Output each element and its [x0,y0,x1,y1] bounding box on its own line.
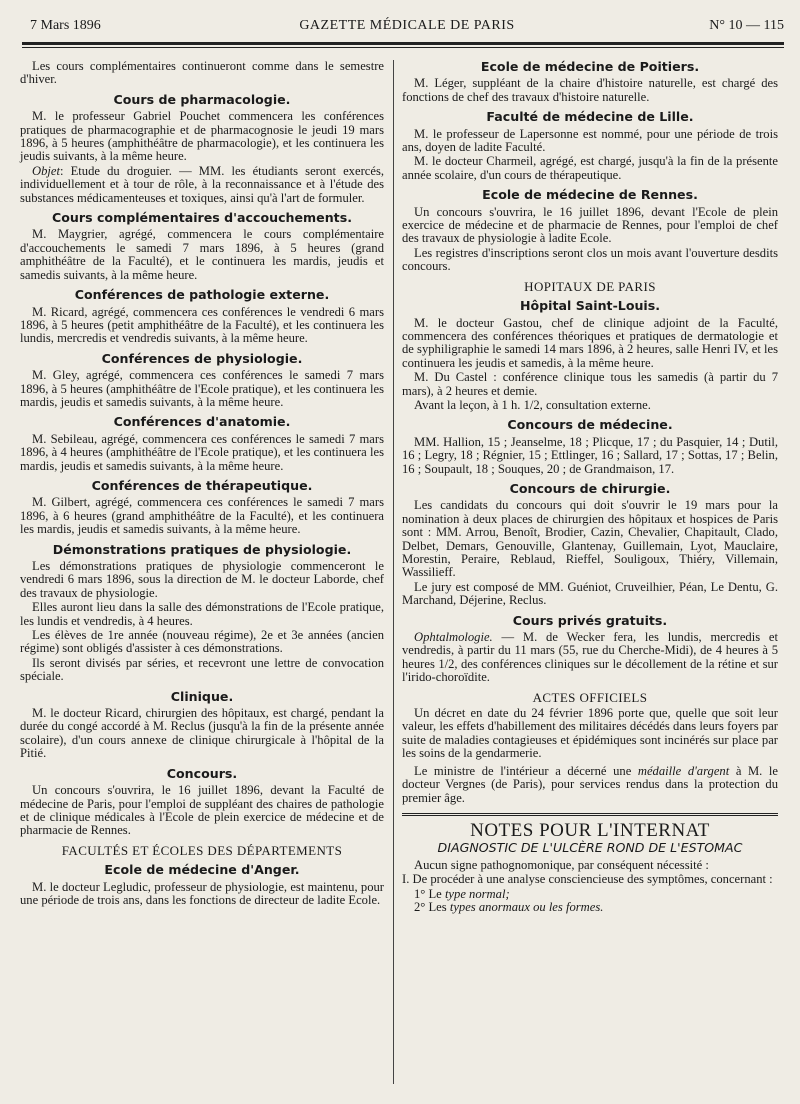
text: : Etude du droguier. — MM. les étudiants seront exercés, individuellement et à tour de rôle, à la reconnaissance et à l'étude des substances médicamenteuses et toxiques, ainsi qu'à l'art de formuler. [20,163,384,205]
paragraph: Ils seront divisés par séries, et recevront une lettre de convocation spéciale. [20,655,384,684]
section-title: Cours privés gratuits. [512,612,668,628]
section-title: Concours de médecine. [507,417,673,433]
paragraph: M. Gilbert, agrégé, commencera ces conférences le samedi 7 mars 1896, à 6 heures (grand amphithéâtre de la Faculté), et les continuera les mardis, jeudis et samedis suivants, à la même heure. [20,495,384,537]
section-title: Clinique. [170,688,234,704]
section-rule [402,813,778,816]
text: — M. de Wecker fera, les lundis, mercredis et vendredis, à partir du 11 mars (55, rue du Cherche-Midi), de 4 heures à 5 heures 1/2, des conférences cliniques sur le décollement de la rétine et sur l'irido-choroïdite. [402,630,778,685]
page-number: N° 10 — 115 [709,18,784,33]
journal-title: GAZETTE MÉDICALE DE PARIS [299,18,515,33]
text: Le [425,886,445,901]
section-title: Cours complémentaires d'accouchements. [52,210,352,226]
section-title: Conférences de thérapeutique. [91,477,313,493]
paragraph: M. le docteur Ricard, chirurgien des hôpitaux, est chargé, pendant la durée du congé accordé à M. Reclus (jusqu'à la fin de la présente année scolaire), d'un cours annexe de clinique chirurgicale à l'hôpital de la Pitié. [20,706,384,761]
paragraph: M. le docteur Charmeil, agrégé, est chargé, jusqu'à la fin de la présente année scolaire, d'un cours de thérapeutique. [402,154,778,182]
section-heading-caps: HOPITAUX DE PARIS [524,278,656,294]
paragraph: M. Ricard, agrégé, commencera ces conférences le vendredi 6 mars 1896, à 5 heures (petit amphithéâtre de la Faculté), et les continuera les lundis, mercredis et vendredis suivants, à la même heure. [20,304,384,346]
section-title: Concours de chirurgie. [509,480,671,496]
paragraph: M. Léger, suppléant de la chaire d'histoire naturelle, est chargé des fonctions de chef des travaux d'histoire naturelle. [402,76,778,104]
notes-subtitle: DIAGNOSTIC DE L'ULCÈRE ROND DE L'ESTOMAC [437,840,743,856]
label: Objet [32,163,60,178]
right-column [402,60,778,1090]
paragraph: M. le professeur de Lapersonne est nommé, pour une période de trois ans, doyen de ladite Faculté. [402,126,778,155]
paragraph [402,631,778,685]
left-column [20,60,384,1090]
item-number: 1° [414,886,426,901]
list-item [414,901,778,914]
emphasis: type normal; [444,886,510,901]
header-rule-thin [22,47,784,48]
paragraph: M. Du Castel : conférence clinique tous les samedis (à partir du 7 mars), à 2 heures et demie. [402,370,778,398]
section-heading-caps: ACTES OFFICIELS [532,689,648,705]
paragraph: Les candidats du concours qui doit s'ouvrir le 19 mars pour la nomination à deux places de chirurgien des hôpitaux et hospices de Paris sont : MM. Arrou, Benoît, Brodier, Cazin, Chevalier, Chapitault, Clado, Delbet, Demars, Genouville, Glantenay, Guillemain, Lyot, Mauclaire, Morestin, Peraire, Reblaud, Rieffel, Souligoux, Thiéry, Villemain, Wassilieff. [402,498,778,580]
section-title: Ecole de médecine d'Anger. [104,862,300,878]
paragraph: Un concours s'ouvrira, le 16 juillet 1896, devant la Faculté de médecine de Paris, pour l'emploi de suppléant des chaires de pathologie et de clinique médicales à l'Ecole de plein exercice de médecine et de pharmacie de Rennes. [20,783,384,838]
section-title: Cours de pharmacologie. [113,91,291,107]
paragraph: MM. Hallion, 15 ; Jeanselme, 18 ; Plicque, 17 ; du Pasquier, 14 ; Dutil, 16 ; Legry, 18 ; Régnier, 15 ; Ettlinger, 16 ; Sallard, 17 ; Sottas, 17 ; Belin, 16 ; Soupault, 18 ; Souques, 20 ; de Grandmaison, 17. [402,434,778,476]
section-title: Ecole de médecine de Rennes. [482,187,698,203]
paragraph: Aucun signe pathognomonique, par conséquent nécessité : [414,857,709,872]
paragraph: M. le docteur Gastou, chef de clinique adjoint de la Faculté, commencera des conférences théoriques et pratiques de dermatologie et de syphiligraphie le samedi 14 mars 1896, à 2 heures, salle Henri IV, et les continuera les jeudis et samedis, à la même heure. [402,315,778,370]
section-heading-caps: FACULTÉS ET ÉCOLES DES DÉPARTEMENTS [61,842,343,858]
paragraph: Les registres d'inscriptions seront clos un mois avant l'ouverture desdits concours. [402,245,778,274]
paragraph: M. Gley, agrégé, commencera ces conférences le samedi 7 mars 1896, à 5 heures (amphithéâtre de l'Ecole pratique), et les continuera les mardis, jeudis et samedis suivants, à la même heure. [20,368,384,409]
paragraph: M. Maygrier, agrégé, commencera le cours complémentaire d'accouchements le samedi 7 mars 1896, à 5 heures (grand amphithéâtre de la Faculté), et le continuera les mardis, jeudis et samedis suivants, à la même heure. [20,227,384,282]
text: Le ministre de l'intérieur a décerné une [414,763,638,778]
text: Les [425,899,450,914]
column-divider [393,60,394,1084]
paragraph: Avant la leçon, à 1 h. 1/2, consultation externe. [414,397,651,412]
section-title: Conférences de physiologie. [101,350,303,366]
paragraph: Le jury est composé de MM. Guéniot, Cruveilhier, Péan, Le Dentu, G. Marchand, Déjerine, Reclus. [402,579,778,608]
section-title: Concours. [166,765,238,781]
section-title: Hôpital Saint-Louis. [519,298,661,314]
paragraph: I. De procéder à une analyse consciencieuse des symptômes, concernant : [402,872,773,887]
paragraph [20,165,384,205]
intro-paragraph: Les cours complémentaires continueront comme dans le semestre d'hiver. [20,59,384,87]
label: Ophtalmologie. [414,630,493,645]
section-title: Faculté de médecine de Lille. [486,109,694,125]
section-title: Conférences de pathologie externe. [74,287,330,303]
header-rule [22,42,784,45]
text: à M. le docteur Vergnes (de Paris), pour services rendus dans la protection du premier âge. [402,763,779,805]
paragraph: M. le docteur Legludic, professeur de physiologie, est maintenu, pour une période de trois ans, dans les fonctions de directeur de ladite Ecole. [20,879,384,907]
paragraph: Les élèves de 1re année (nouveau régime), 2e et 3e années (ancien régime) sont obligés d'assister à ces démonstrations. [20,628,384,656]
paragraph: Les démonstrations pratiques de physiologie commenceront le vendredi 6 mars 1896, sous la direction de M. le docteur Laborde, chef des travaux de physiologie. [20,559,384,600]
paragraph: Un décret en date du 24 février 1896 porte que, quelle que soit leur valeur, les effets d'habillement des militaires décédés dans leurs foyers par suite de maladies contagieuses et épidémiques sont incinérés sur place par les soins de la gendarmerie. [402,706,778,761]
paragraph: Un concours s'ouvrira, le 16 juillet 1896, devant l'Ecole de plein exercice de médecine et de pharmacie de Rennes, pour l'emploi de chef des travaux de physiologie à ladite Ecole. [402,204,778,246]
issue-date: 7 Mars 1896 [30,18,101,33]
page-header [30,18,784,40]
emphasis: médaille d'argent [637,763,730,778]
section-title: Ecole de médecine de Poitiers. [480,59,700,74]
paragraph: M. Sebileau, agrégé, commencera ces conférences le samedi 7 mars 1896, à 4 heures (amphithéâtre de l'Ecole pratique), et les continuera les mardis, jeudis et samedis suivants, à la même heure. [20,431,384,473]
paragraph: Elles auront lieu dans la salle des démonstrations de l'Ecole pratique, les lundis et vendredis, à 4 heures. [20,600,384,628]
item-number: 2° [414,899,426,914]
section-title: Démonstrations pratiques de physiologie. [52,541,352,557]
paragraph [402,765,778,805]
list-item [414,888,778,901]
emphasis: types anormaux ou les formes. [449,899,604,914]
section-title: Conférences d'anatomie. [113,414,291,430]
paragraph: M. le professeur Gabriel Pouchet commencera les conférences pratiques de pharmacographie et de pharmacognosie le jeudi 19 mars 1896, à 5 heures (amphithéâtre de pharmacologie), et les continuera les jeudis suivants, à la même heure. [20,109,384,164]
notes-title: NOTES POUR L'INTERNAT [470,819,710,841]
